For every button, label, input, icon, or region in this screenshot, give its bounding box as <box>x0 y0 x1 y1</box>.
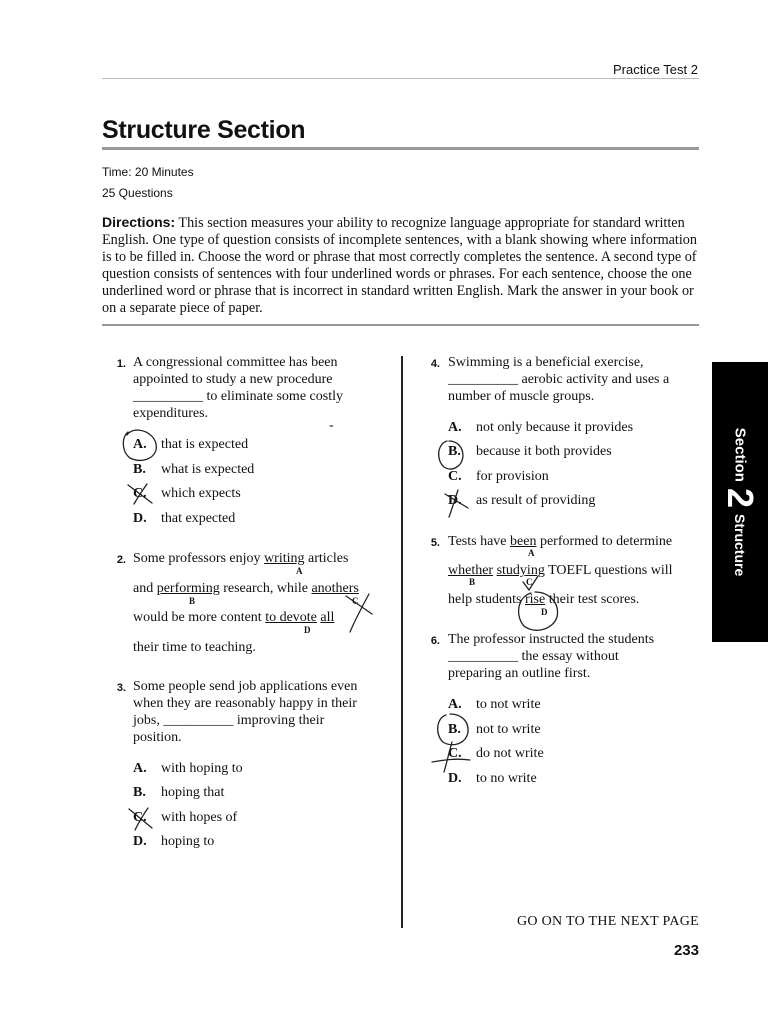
tab-section-word: Section <box>731 427 749 482</box>
question-line: A congressional committee has been <box>133 355 338 370</box>
pen-cross-mark <box>346 596 372 614</box>
question-line: __________ aerobic activity and uses a <box>448 372 670 387</box>
choice-label-d: D <box>541 607 548 617</box>
underlined-extra: all <box>320 610 335 625</box>
time-limit: Time: 20 Minutes <box>102 165 194 179</box>
question-number: 1. <box>116 358 126 370</box>
underlined-choice-b[interactable]: performing <box>156 581 220 596</box>
question-line: preparing an outline first. <box>448 666 591 681</box>
question-line: Some people send job applications even <box>133 679 358 694</box>
question-number: 3. <box>116 682 126 694</box>
question-line: whether studying TOEFL questions will <box>448 563 673 578</box>
underlined-choice-d[interactable]: rise <box>525 592 546 607</box>
question-line: __________ to eliminate some costly <box>133 389 343 404</box>
question-line: Some professors enjoy writing articles <box>133 551 349 566</box>
question-line: and performing research, while anothers <box>133 581 359 596</box>
underlined-choice-a[interactable]: writing <box>264 551 305 566</box>
directions-body: This section measures your ability to recognize language appropriate for standard written English. One type of question consists of incomplete sentences, with a blank showing where information is to be filled in. Choose the word or phrase that most correctly completes the sentence. A second type of question consists of sentences with four underlined words or phrases. For each sentence, choose the one underlined word or phrase that is incorrect in standard written English. Mark the answer in your book or on a separate piece of paper. <box>102 215 697 316</box>
question-line: __________ the essay without <box>448 649 619 664</box>
choice-label-b: B <box>189 596 196 606</box>
go-on-next-page: GO ON TO THE NEXT PAGE <box>516 914 699 929</box>
choice-label-a: A <box>296 566 303 576</box>
question-line: jobs, __________ improving their <box>133 713 325 728</box>
question-line: Swimming is a beneficial exercise, <box>448 355 644 370</box>
choice-label-c: C <box>526 577 533 587</box>
underlined-choice-b[interactable]: whether <box>448 563 494 578</box>
question-line: expenditures. <box>133 406 209 421</box>
page-title: Structure Section <box>102 116 306 144</box>
tab-section-number: 2 <box>720 487 761 508</box>
page-number: 233 <box>673 942 699 959</box>
directions <box>102 214 699 317</box>
stray-mark: - <box>329 418 334 433</box>
question-line: number of muscle groups. <box>448 389 595 404</box>
header-rule <box>102 78 699 79</box>
question-line: their time to teaching. <box>133 640 256 655</box>
question-number: 6. <box>430 635 440 647</box>
tab-section-name: Structure <box>732 513 748 577</box>
question-line: Tests have been performed to determine <box>448 534 673 549</box>
choice-label-c: C <box>352 596 359 606</box>
question-line: appointed to study a new procedure <box>133 372 333 387</box>
running-head: Practice Test 2 <box>612 62 698 77</box>
underlined-choice-c[interactable]: studying <box>496 563 545 578</box>
question-line: position. <box>133 730 182 745</box>
question-count: 25 Questions <box>102 186 173 200</box>
question-number: 2. <box>116 554 126 566</box>
choice-label-b: B <box>469 577 476 587</box>
underlined-choice-c[interactable]: anothers <box>311 581 359 596</box>
section-tab <box>712 362 768 642</box>
title-rule <box>102 147 699 150</box>
question-number: 4. <box>430 358 440 370</box>
question-number: 5. <box>430 537 440 549</box>
question-line: would be more content to devote all <box>133 610 335 625</box>
choice-label-d: D <box>304 625 311 635</box>
question-line: help students rise their test scores. <box>448 592 640 607</box>
directions-lead: Directions: <box>102 214 176 230</box>
column-divider <box>401 356 403 928</box>
underlined-choice-d[interactable]: to devote <box>265 610 317 625</box>
question-line: The professor instructed the students <box>448 632 655 647</box>
directions-rule <box>102 324 699 326</box>
underlined-choice-a[interactable]: been <box>510 534 537 549</box>
question-line: when they are reasonably happy in their <box>133 696 357 711</box>
choice-label-a: A <box>528 548 535 558</box>
